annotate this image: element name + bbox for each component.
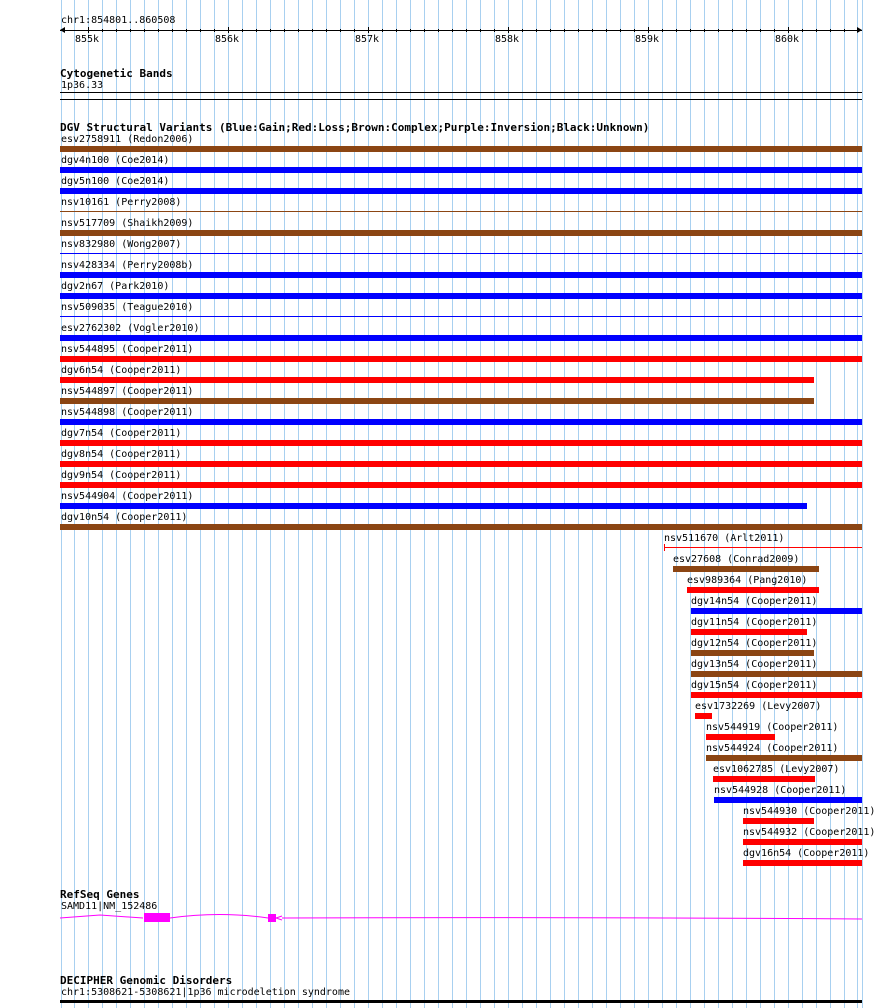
dgv-variant-bar[interactable] xyxy=(60,419,862,425)
ruler-minor-tick xyxy=(732,29,733,32)
ruler-minor-tick xyxy=(312,29,313,32)
dgv-variant-label[interactable]: esv27608 (Conrad2009) xyxy=(673,554,800,565)
ruler-minor-tick xyxy=(354,29,355,32)
dgv-variant-label[interactable]: nsv544895 (Cooper2011) xyxy=(61,344,194,355)
ruler-minor-tick xyxy=(116,29,117,32)
ruler-minor-tick xyxy=(606,29,607,32)
dgv-variant-bar[interactable] xyxy=(713,776,815,782)
dgv-variant-label[interactable]: esv2762302 (Vogler2010) xyxy=(61,323,200,334)
ruler-minor-tick xyxy=(326,29,327,32)
dgv-variant-line[interactable] xyxy=(60,253,862,254)
dgv-variant-label[interactable]: nsv10161 (Perry2008) xyxy=(61,197,182,208)
dgv-variant-label[interactable]: dgv15n54 (Cooper2011) xyxy=(691,680,818,691)
dgv-variant-endcap xyxy=(664,544,665,551)
ruler-tick-label: 856k xyxy=(215,34,240,45)
dgv-variant-label[interactable]: dgv8n54 (Cooper2011) xyxy=(61,449,182,460)
ruler-tick xyxy=(788,27,789,33)
dgv-variant-bar[interactable] xyxy=(691,629,807,635)
ruler-minor-tick xyxy=(522,29,523,32)
dgv-variant-label[interactable]: nsv428334 (Perry2008b) xyxy=(61,260,194,271)
dgv-track-title: DGV Structural Variants (Blue:Gain;Red:Loss;Brown:Complex;Purple:Inversion;Black:Unknown) xyxy=(60,121,650,134)
dgv-variant-label[interactable]: nsv544924 (Cooper2011) xyxy=(706,743,839,754)
ruler-minor-tick xyxy=(438,29,439,32)
ruler-minor-tick xyxy=(410,29,411,32)
dgv-variant-label[interactable]: dgv2n67 (Park2010) xyxy=(61,281,170,292)
ruler-minor-tick xyxy=(480,29,481,32)
dgv-variant-label[interactable]: dgv14n54 (Cooper2011) xyxy=(691,596,818,607)
dgv-variant-bar[interactable] xyxy=(60,356,862,362)
ruler-minor-tick xyxy=(158,29,159,32)
dgv-variant-bar[interactable] xyxy=(60,146,862,152)
dgv-variant-label[interactable]: dgv6n54 (Cooper2011) xyxy=(61,365,182,376)
decipher-feature-bar[interactable] xyxy=(60,1000,862,1003)
dgv-variant-bar[interactable] xyxy=(60,230,862,236)
dgv-variant-label[interactable]: nsv544930 (Cooper2011) xyxy=(743,806,876,817)
ruler-minor-tick xyxy=(662,29,663,32)
ruler-tick-label: 858k xyxy=(495,34,520,45)
ruler-minor-tick xyxy=(844,29,845,32)
dgv-variant-bar[interactable] xyxy=(706,755,862,761)
ruler-minor-tick xyxy=(536,29,537,32)
ruler-minor-tick xyxy=(746,29,747,32)
dgv-variant-bar[interactable] xyxy=(743,860,862,866)
ruler-minor-tick xyxy=(690,29,691,32)
dgv-variant-bar[interactable] xyxy=(706,734,775,740)
cytoband-bottom-line xyxy=(60,99,862,100)
ruler-minor-tick xyxy=(214,29,215,32)
dgv-variant-label[interactable]: nsv832980 (Wong2007) xyxy=(61,239,182,250)
refseq-exon-1 xyxy=(144,913,170,922)
dgv-variant-bar[interactable] xyxy=(695,713,712,719)
dgv-variant-label[interactable]: dgv9n54 (Cooper2011) xyxy=(61,470,182,481)
ruler-tick-label: 860k xyxy=(775,34,800,45)
ruler-tick xyxy=(508,27,509,33)
dgv-variant-bar[interactable] xyxy=(60,377,814,383)
ruler-minor-tick xyxy=(816,29,817,32)
dgv-variant-bar[interactable] xyxy=(60,167,862,173)
dgv-variant-label[interactable]: esv989364 (Pang2010) xyxy=(687,575,808,586)
dgv-variant-line[interactable] xyxy=(60,316,862,317)
dgv-variant-bar[interactable] xyxy=(687,587,819,593)
ruler-minor-tick xyxy=(452,29,453,32)
ruler-minor-tick xyxy=(186,29,187,32)
ruler-minor-tick xyxy=(676,29,677,32)
ruler-tick-label: 857k xyxy=(355,34,380,45)
dgv-variant-bar[interactable] xyxy=(60,524,862,530)
ruler-minor-tick xyxy=(382,29,383,32)
ruler-minor-tick xyxy=(466,29,467,32)
dgv-variant-label[interactable]: dgv11n54 (Cooper2011) xyxy=(691,617,818,628)
ruler-minor-tick xyxy=(718,29,719,32)
dgv-variant-bar[interactable] xyxy=(691,650,814,656)
ruler-minor-tick xyxy=(172,29,173,32)
ruler-minor-tick xyxy=(102,29,103,32)
dgv-variant-label[interactable]: dgv10n54 (Cooper2011) xyxy=(61,512,188,523)
ruler-minor-tick xyxy=(494,29,495,32)
ruler-axis xyxy=(60,30,862,31)
ruler-tick-label: 855k xyxy=(75,34,100,45)
ruler-minor-tick xyxy=(802,29,803,32)
ruler-tick xyxy=(648,27,649,33)
ruler-minor-tick xyxy=(564,29,565,32)
dgv-variant-bar[interactable] xyxy=(60,398,814,404)
ruler-minor-tick xyxy=(620,29,621,32)
refseq-exon-2 xyxy=(268,914,276,922)
dgv-variant-bar[interactable] xyxy=(60,188,862,194)
ruler-location: chr1:854801..860508 xyxy=(61,15,176,26)
ruler-tick xyxy=(368,27,369,33)
decipher-track-title: DECIPHER Genomic Disorders xyxy=(60,974,233,987)
dgv-variant-label[interactable]: nsv544904 (Cooper2011) xyxy=(61,491,194,502)
dgv-variant-line[interactable] xyxy=(60,211,862,212)
refseq-gene-model[interactable] xyxy=(0,906,890,930)
dgv-variant-label[interactable]: nsv511670 (Arlt2011) xyxy=(664,533,785,544)
dgv-variant-label[interactable]: dgv5n100 (Coe2014) xyxy=(61,176,170,187)
dgv-variant-bar[interactable] xyxy=(60,482,862,488)
ruler-minor-tick xyxy=(760,29,761,32)
dgv-variant-bar[interactable] xyxy=(60,440,862,446)
ruler-left-arrow xyxy=(60,27,65,33)
dgv-variant-label[interactable]: nsv544919 (Cooper2011) xyxy=(706,722,839,733)
ruler-minor-tick xyxy=(774,29,775,32)
dgv-variant-label[interactable]: esv1732269 (Levy2007) xyxy=(695,701,822,712)
dgv-variant-bar[interactable] xyxy=(691,671,862,677)
cytoband-bar[interactable] xyxy=(60,92,862,93)
refseq-intron-line xyxy=(60,915,862,921)
dgv-variant-label[interactable]: dgv13n54 (Cooper2011) xyxy=(691,659,818,670)
dgv-variant-bar[interactable] xyxy=(60,461,862,467)
ruler-minor-tick xyxy=(270,29,271,32)
dgv-variant-bar[interactable] xyxy=(60,503,807,509)
ruler-minor-tick xyxy=(144,29,145,32)
ruler-minor-tick xyxy=(200,29,201,32)
dgv-variant-bar[interactable] xyxy=(714,797,862,803)
dgv-variant-label[interactable]: nsv544898 (Cooper2011) xyxy=(61,407,194,418)
ruler-minor-tick xyxy=(550,29,551,32)
dgv-variant-line[interactable] xyxy=(664,547,862,548)
ruler-minor-tick xyxy=(242,29,243,32)
ruler-minor-tick xyxy=(256,29,257,32)
ruler-minor-tick xyxy=(130,29,131,32)
ruler-minor-tick xyxy=(592,29,593,32)
ruler-tick xyxy=(228,27,229,33)
dgv-variant-bar[interactable] xyxy=(60,272,862,278)
ruler-minor-tick xyxy=(424,29,425,32)
ruler-minor-tick xyxy=(858,29,859,32)
refseq-gene-label[interactable]: SAMD11|NM_152486 xyxy=(61,901,158,912)
dgv-variant-bar[interactable] xyxy=(691,692,862,698)
ruler-minor-tick xyxy=(634,29,635,32)
ruler-minor-tick xyxy=(340,29,341,32)
dgv-variant-bar[interactable] xyxy=(691,608,862,614)
ruler-minor-tick xyxy=(396,29,397,32)
dgv-variant-label[interactable]: dgv4n100 (Coe2014) xyxy=(61,155,170,166)
dgv-variant-bar[interactable] xyxy=(743,818,814,824)
decipher-feature-label[interactable]: chr1:5308621-5308621|1p36 microdeletion syndrome xyxy=(61,987,350,998)
dgv-variant-label[interactable]: nsv517709 (Shaikh2009) xyxy=(61,218,194,229)
dgv-variant-bar[interactable] xyxy=(60,293,862,299)
cytoband-track-title: Cytogenetic Bands xyxy=(60,67,173,80)
dgv-variant-label[interactable]: esv2758911 (Redon2006) xyxy=(61,134,194,145)
dgv-variant-label[interactable]: dgv7n54 (Cooper2011) xyxy=(61,428,182,439)
dgv-variant-label[interactable]: nsv509035 (Teague2010) xyxy=(61,302,194,313)
ruler-minor-tick xyxy=(578,29,579,32)
dgv-variant-label[interactable]: nsv544897 (Cooper2011) xyxy=(61,386,194,397)
dgv-variant-label[interactable]: dgv12n54 (Cooper2011) xyxy=(691,638,818,649)
dgv-variant-label[interactable]: nsv544932 (Cooper2011) xyxy=(743,827,876,838)
ruler-tick xyxy=(88,27,89,33)
dgv-variant-bar[interactable] xyxy=(60,335,862,341)
dgv-variant-label[interactable]: esv1062785 (Levy2007) xyxy=(713,764,840,775)
ruler-tick-label: 859k xyxy=(635,34,660,45)
ruler-minor-tick xyxy=(284,29,285,32)
refseq-track-title: RefSeq Genes xyxy=(60,888,140,901)
ruler-minor-tick xyxy=(298,29,299,32)
dgv-variant-label[interactable]: dgv16n54 (Cooper2011) xyxy=(743,848,870,859)
ruler-minor-tick xyxy=(830,29,831,32)
dgv-variant-bar[interactable] xyxy=(743,839,862,845)
dgv-variant-bar[interactable] xyxy=(673,566,819,572)
dgv-variant-label[interactable]: nsv544928 (Cooper2011) xyxy=(714,785,847,796)
ruler-minor-tick xyxy=(704,29,705,32)
cytoband-label[interactable]: 1p36.33 xyxy=(61,80,104,91)
